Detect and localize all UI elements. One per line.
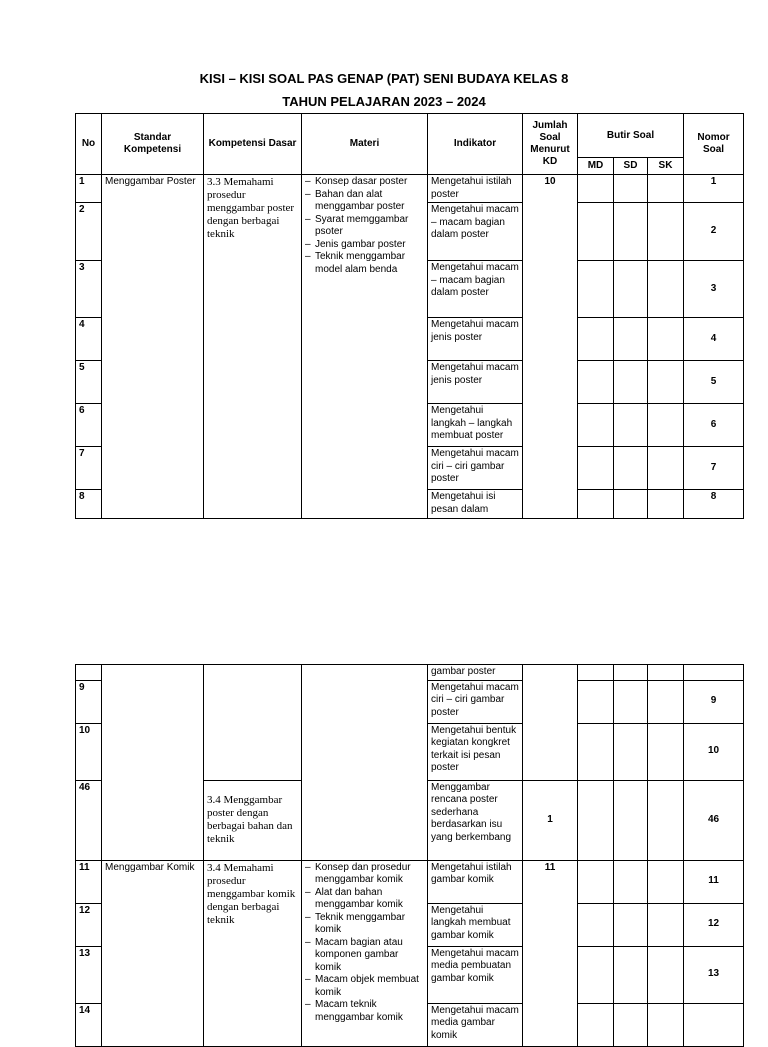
sk-cell <box>648 203 684 261</box>
sd-cell <box>614 404 648 447</box>
md-cell <box>578 680 614 723</box>
header-sd: SD <box>614 158 648 175</box>
kompetensi-dasar-cell: 3.4 Menggambar poster dengan berbagai bahan dan teknik <box>204 780 302 860</box>
indikator-cell: Mengetahui macam ciri – ciri gambar poster <box>428 447 523 490</box>
row-no: 14 <box>76 1003 102 1046</box>
sk-cell <box>648 318 684 361</box>
sk-cell <box>648 665 684 681</box>
row-no: 7 <box>76 447 102 490</box>
nomor-soal-cell: 6 <box>684 404 744 447</box>
sk-cell <box>648 903 684 946</box>
md-cell <box>578 723 614 780</box>
indikator-cell: Menggambar rencana poster sederhana berdasarkan isu yang berkembang <box>428 780 523 860</box>
sk-cell <box>648 261 684 318</box>
sk-cell <box>648 175 684 203</box>
header-no: No <box>76 114 102 175</box>
row-no <box>76 665 102 681</box>
sk-cell <box>648 860 684 903</box>
md-cell <box>578 946 614 1003</box>
indikator-cell: Mengetahui macam media gambar komik <box>428 1003 523 1046</box>
materi-item: – Macam teknik menggambar komik <box>305 999 424 1024</box>
header-jumlah-soal: Jumlah Soal Menurut KD <box>523 114 578 175</box>
kompetensi-dasar-cell <box>204 665 302 781</box>
materi-item: – Teknik menggambar komik <box>305 912 424 937</box>
nomor-soal-cell: 2 <box>684 203 744 261</box>
sd-cell <box>614 447 648 490</box>
header-md: MD <box>578 158 614 175</box>
sk-cell <box>648 490 684 519</box>
standar-kompetensi-cell: Menggambar Poster <box>102 175 204 519</box>
nomor-soal-cell <box>684 665 744 681</box>
nomor-soal-cell: 12 <box>684 903 744 946</box>
md-cell <box>578 404 614 447</box>
nomor-soal-cell: 1 <box>684 175 744 203</box>
md-cell <box>578 665 614 681</box>
sd-cell <box>614 860 648 903</box>
sd-cell <box>614 361 648 404</box>
standar-kompetensi-cell <box>102 665 204 861</box>
indikator-cell: Mengetahui macam jenis poster <box>428 361 523 404</box>
row-no: 10 <box>76 723 102 780</box>
indikator-cell: Mengetahui macam ciri – ciri gambar poster <box>428 680 523 723</box>
materi-item: – Konsep dan prosedur menggambar komik <box>305 862 424 887</box>
row-no: 5 <box>76 361 102 404</box>
row-no: 3 <box>76 261 102 318</box>
sd-cell <box>614 665 648 681</box>
md-cell <box>578 1003 614 1046</box>
nomor-soal-cell: 13 <box>684 946 744 1003</box>
kisi-table-page-2 <box>75 664 744 1047</box>
sk-cell <box>648 1003 684 1046</box>
row-no: 4 <box>76 318 102 361</box>
materi-cell <box>302 860 428 1046</box>
nomor-soal-cell: 8 <box>684 490 744 519</box>
row-no: 1 <box>76 175 102 203</box>
indikator-cell: Mengetahui macam jenis poster <box>428 318 523 361</box>
md-cell <box>578 361 614 404</box>
sd-cell <box>614 318 648 361</box>
md-cell <box>578 447 614 490</box>
nomor-soal-cell: 5 <box>684 361 744 404</box>
materi-list <box>305 862 424 1025</box>
row-no: 6 <box>76 404 102 447</box>
sd-cell <box>614 261 648 318</box>
row-no: 8 <box>76 490 102 519</box>
materi-item: – Bahan dan alat menggambar poster <box>305 189 424 214</box>
md-cell <box>578 261 614 318</box>
nomor-soal-cell: 7 <box>684 447 744 490</box>
header-indikator: Indikator <box>428 114 523 175</box>
header-materi: Materi <box>302 114 428 175</box>
indikator-cell: gambar poster <box>428 665 523 681</box>
md-cell <box>578 860 614 903</box>
materi-cell <box>302 175 428 519</box>
header-butir-soal: Butir Soal <box>578 114 684 158</box>
sd-cell <box>614 1003 648 1046</box>
nomor-soal-cell: 3 <box>684 261 744 318</box>
materi-item: – Syarat memggambar psoter <box>305 214 424 239</box>
sk-cell <box>648 723 684 780</box>
sk-cell <box>648 946 684 1003</box>
md-cell <box>578 780 614 860</box>
row-no: 13 <box>76 946 102 1003</box>
jumlah-soal-cell <box>523 665 578 781</box>
md-cell <box>578 903 614 946</box>
kompetensi-dasar-cell: 3.3 Memahami prosedur menggambar poster dengan berbagai teknik <box>204 175 302 519</box>
materi-item: – Alat dan bahan menggambar komik <box>305 887 424 912</box>
sk-cell <box>648 404 684 447</box>
header-sk: SK <box>648 158 684 175</box>
nomor-soal-cell: 46 <box>684 780 744 860</box>
header-kompetensi-dasar: Kompetensi Dasar <box>204 114 302 175</box>
sk-cell <box>648 361 684 404</box>
kompetensi-dasar-cell: 3.4 Memahami prosedur menggambar komik dengan berbagai teknik <box>204 860 302 1046</box>
materi-item: – Jenis gambar poster <box>305 239 424 252</box>
standar-kompetensi-cell: Menggambar Komik <box>102 860 204 1046</box>
md-cell <box>578 203 614 261</box>
header-standar-kompetensi: Standar Kompetensi <box>102 114 204 175</box>
md-cell <box>578 175 614 203</box>
indikator-cell: Mengetahui macam – macam bagian dalam poster <box>428 261 523 318</box>
sd-cell <box>614 903 648 946</box>
sd-cell <box>614 723 648 780</box>
materi-item: – Konsep dasar poster <box>305 176 424 189</box>
materi-cell <box>302 665 428 861</box>
md-cell <box>578 318 614 361</box>
sd-cell <box>614 680 648 723</box>
sk-cell <box>648 680 684 723</box>
jumlah-soal-cell: 11 <box>523 860 578 1046</box>
md-cell <box>578 490 614 519</box>
materi-item: – Macam bagian atau komponen gambar komik <box>305 937 424 975</box>
nomor-soal-cell: 10 <box>684 723 744 780</box>
row-no: 46 <box>76 780 102 860</box>
sd-cell <box>614 946 648 1003</box>
materi-item: – Macam objek membuat komik <box>305 974 424 999</box>
jumlah-soal-cell: 1 <box>523 780 578 860</box>
jumlah-soal-cell: 10 <box>523 175 578 519</box>
document-subtitle: TAHUN PELAJARAN 2023 – 2024 <box>282 94 486 109</box>
kisi-table-page-1 <box>75 113 744 519</box>
sd-cell <box>614 175 648 203</box>
indikator-cell: Mengetahui macam – macam bagian dalam poster <box>428 203 523 261</box>
nomor-soal-cell: 11 <box>684 860 744 903</box>
sd-cell <box>614 780 648 860</box>
nomor-soal-cell: 4 <box>684 318 744 361</box>
nomor-soal-cell: 9 <box>684 680 744 723</box>
sk-cell <box>648 780 684 860</box>
indikator-cell: Mengetahui istilah gambar komik <box>428 860 523 903</box>
indikator-cell: Mengetahui istilah poster <box>428 175 523 203</box>
indikator-cell: Mengetahui langkah membuat gambar komik <box>428 903 523 946</box>
row-no: 2 <box>76 203 102 261</box>
sk-cell <box>648 447 684 490</box>
row-no: 12 <box>76 903 102 946</box>
header-nomor-soal: Nomor Soal <box>684 114 744 175</box>
indikator-cell: Mengetahui isi pesan dalam <box>428 490 523 519</box>
indikator-cell: Mengetahui macam media pembuatan gambar komik <box>428 946 523 1003</box>
row-no: 9 <box>76 680 102 723</box>
materi-list <box>305 176 424 276</box>
document-title: KISI – KISI SOAL PAS GENAP (PAT) SENI BUDAYA KELAS 8 <box>199 71 569 86</box>
sd-cell <box>614 203 648 261</box>
sd-cell <box>614 490 648 519</box>
indikator-cell: Mengetahui bentuk kegiatan kongkret terkait isi pesan poster <box>428 723 523 780</box>
nomor-soal-cell <box>684 1003 744 1046</box>
indikator-cell: Mengetahui langkah – langkah membuat poster <box>428 404 523 447</box>
materi-item: – Teknik menggambar model alam benda <box>305 251 424 276</box>
row-no: 11 <box>76 860 102 903</box>
